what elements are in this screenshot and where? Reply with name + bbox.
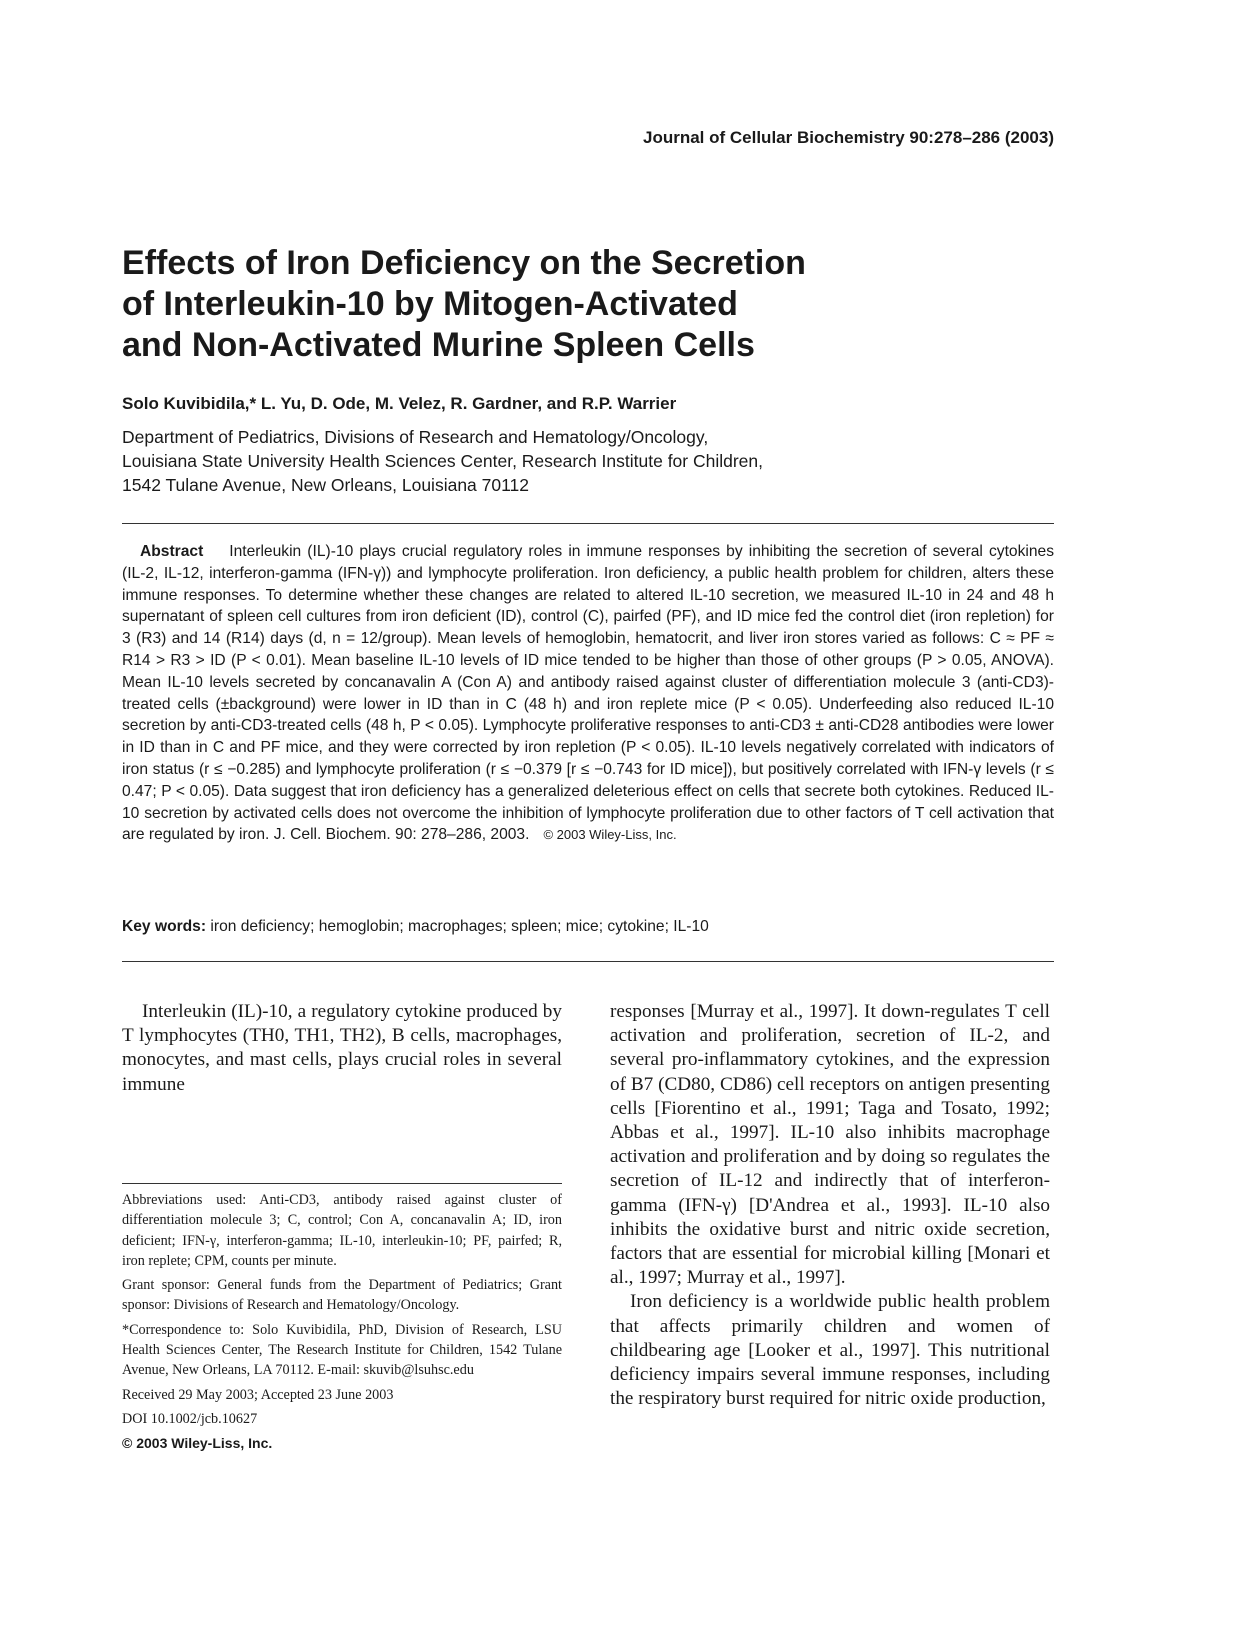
abstract-label: Abstract	[140, 543, 204, 560]
affiliation-line-1: Department of Pediatrics, Divisions of Research and Hematology/Oncology,	[122, 427, 709, 447]
abstract-text: Interleukin (IL)-10 plays crucial regulatory roles in immune responses by inhibiting the secretion of several cytokines (IL-2, IL-12, interferon-gamma (IFN-γ)) and lymphocyte proliferation. Iron deficiency, a public health problem for children, alters these immune responses. To determine whether these changes are related to altered IL-10 secretion, we measured IL-10 in 24 and 48 h supernatant of spleen cell cultures from iron deficient (ID), control (C), pairfed (PF), and ID mice fed the control diet (iron repletion) for 3 (R3) and 14 (R14) days (d, n = 12/group). Mean levels of hemoglobin, hematocrit, and liver iron stores varied as follows: C ≈ PF ≈ R14 > R3 > ID (P < 0.01). Mean baseline IL-10 levels of ID mice tended to be higher than those of other groups (P > 0.05, ANOVA). Mean IL-10 levels secreted by concanavalin A (Con A) and antibody raised against cluster of differentiation molecule 3 (anti-CD3)-treated cells (±background) were lower in ID than in C (48 h) and iron replete mice (P < 0.05). Underfeeding also reduced IL-10 secretion by anti-CD3-treated cells (48 h, P < 0.05). Lymphocyte proliferative responses to anti-CD3 ± anti-CD28 antibodies were lower in ID than in C and PF mice, and they were corrected by iron repletion (P < 0.05). IL-10 levels negatively correlated with indicators of iron status (r ≤ −0.285) and lymphocyte proliferation (r ≤ −0.379 [r ≤ −0.743 for ID mice]), but positively correlated with IFN-γ levels (r ≤ 0.47; P < 0.05). Data suggest that iron deficiency has a generalized deleterious effect on cells that secrete both cytokines. Reduced IL-10 secretion by activated cells does not overcome the inhibition of lymphocyte proliferation due to other factors of T cell activation that are regulated by iron. J. Cell. Biochem. 90: 278–286, 2003.	[122, 543, 1054, 844]
keywords-label: Key words:	[122, 918, 207, 935]
affiliation-line-3: 1542 Tulane Avenue, New Orleans, Louisiana 70112	[122, 475, 530, 495]
footnote-divider	[122, 1183, 562, 1184]
footnote-doi: DOI 10.1002/jcb.10627	[122, 1410, 258, 1427]
footnote-grant: Grant sponsor: General funds from the Department of Pediatrics; Grant sponsor: Divisions of Research and Hematology/Oncology.	[122, 1277, 562, 1314]
abstract-bottom-divider	[122, 961, 1054, 962]
title-line-3: and Non-Activated Murine Spleen Cells	[122, 326, 755, 364]
author-list: Solo Kuvibidila,* L. Yu, D. Ode, M. Velez, R. Gardner, and R.P. Warrier	[122, 394, 677, 413]
journal-header: Journal of Cellular Biochemistry 90:278–286 (2003)	[642, 128, 1054, 147]
footnote-abbreviations: Abbreviations used: Anti-CD3, antibody raised against cluster of differentiation molecule 3; C, control; Con A, concanavalin A; ID, iron deficient; IFN-γ, interferon-gamma; IL-10, interleukin-10; PF, pairfed; R, iron replete; CPM, counts per minute.	[122, 1192, 562, 1269]
body-paragraph: Iron deficiency is a worldwide public health problem that affects primarily children and women of childbearing age [Looker et al., 1997]. This nutritional deficiency impairs several immune responses, including the respiratory burst required for nitric oxide production,	[610, 1291, 1050, 1410]
affiliation	[122, 425, 1022, 497]
body-paragraph: Interleukin (IL)-10, a regulatory cytokine produced by T lymphocytes (TH0, TH1, TH2), B cells, macrophages, monocytes, and mast cells, plays crucial roles in several immune	[122, 1001, 562, 1095]
body-paragraph: responses [Murray et al., 1997]. It down-regulates T cell activation and proliferation, secretion of IL-2, and several pro-inflammatory cytokines, and the expression of B7 (CD80, CD86) cell receptors on antigen presenting cells [Fiorentino et al., 1991; Taga and Tosato, 1992; Abbas et al., 1997]. IL-10 also inhibits macrophage activation and proliferation and by doing so regulates the secretion of IL-12 and indirectly that of interferon-gamma (IFN-γ) [D'Andrea et al., 1993]. IL-10 also inhibits the oxidative burst and nitric oxide secretion, factors that are essential for microbial killing [Monari et al., 1997; Murray et al., 1997].	[610, 1001, 1050, 1289]
affiliation-line-2: Louisiana State University Health Sciences Center, Research Institute for Children,	[122, 451, 764, 471]
paper-title	[122, 243, 1022, 366]
title-line-1: Effects of Iron Deficiency on the Secretion	[122, 244, 806, 282]
abstract-top-divider	[122, 523, 1054, 524]
footnote-correspondence: *Correspondence to: Solo Kuvibidila, PhD, Division of Research, LSU Health Sciences Center, The Research Institute for Children, 1542 Tulane Avenue, New Orleans, LA 70112. E-mail: skuvib@lsuhsc.edu	[122, 1321, 562, 1379]
abstract	[122, 541, 1054, 846]
abstract-copyright: © 2003 Wiley-Liss, Inc.	[543, 827, 677, 843]
keywords	[122, 918, 1054, 936]
footnote-copyright: © 2003 Wiley-Liss, Inc.	[122, 1435, 273, 1452]
keywords-text: iron deficiency; hemoglobin; macrophages; spleen; mice; cytokine; IL-10	[210, 918, 709, 935]
footnotes	[122, 1190, 562, 1458]
title-line-2: of Interleukin-10 by Mitogen-Activated	[122, 285, 738, 323]
body-column-right	[610, 1000, 1050, 1411]
body-column-left	[122, 1000, 562, 1097]
footnote-received: Received 29 May 2003; Accepted 23 June 2003	[122, 1386, 394, 1403]
